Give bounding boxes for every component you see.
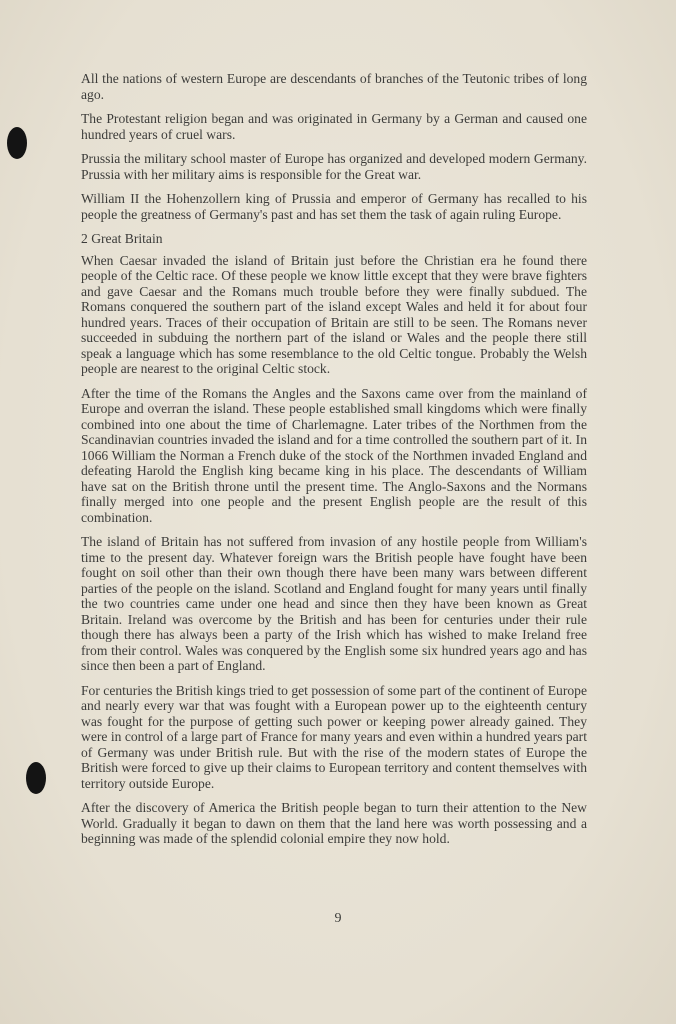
paragraph: When Caesar invaded the island of Britain just before the Christian era he found there people of the Celtic race. Of these people we know little except that they were brave fighters and gave Caesar and the Romans much trouble before they were finally subdued. The Romans conquered the southern part of the island except Wales and held it for about four hundred years. Traces of their occupation of Britain are still to be seen. The Romans never succeeded in subduing the northern part of the island or Wales and the people there still speak a language which has some resemblance to the old Celtic tongue. Probably the Welsh people are nearest to the original Celtic stock. <box>81 252 587 376</box>
paragraph: After the time of the Romans the Angles and the Saxons came over from the mainland of Europe and overran the island. These people established small kingdoms which were finally combined into one about the time of Charlemagne. Later tribes of the Northmen from the Scandinavian countries invaded the island and for a time controlled the southern part of it. In 1066 William the Norman a French duke of the stock of the Northmen invaded England and defeating Harold the English king became king in his place. The descendants of William have sat on the British throne until the present time. The Anglo-Saxons and the Normans finally merged into one people and the present English people are the result of this combination. <box>81 385 587 525</box>
binder-hole-top <box>7 127 27 159</box>
paragraph: The island of Britain has not suffered from invasion of any hostile people from William's time to the present day. Whatever foreign wars the British people have fought have been fought on soil other than their own though there have been many wars between different parties of the people on the island. Scotland and England fought for many years until finally the two countries came under one head and since then they have been known as Great Britain. Ireland was overcome by the British and has been for centuries under their rule though there has always been a party of the Irish which has wished to make Ireland free from their control. Wales was conquered by the English some six hundred years ago and has since then been a part of England. <box>81 534 587 673</box>
page-number: 9 <box>334 911 342 926</box>
page-body <box>81 71 587 856</box>
paragraph: The Protestant religion began and was originated in Germany by a German and caused one hundred years of cruel wars. <box>81 111 587 142</box>
binder-hole-bottom <box>26 762 46 794</box>
paragraph: William II the Hohenzollern king of Prussia and emperor of Germany has recalled to his people the greatness of Germany's past and has set them the task of again ruling Europe. <box>81 191 587 222</box>
section-heading: 2 Great Britain <box>81 231 163 246</box>
paragraph: After the discovery of America the British people began to turn their attention to the New World. Gradually it began to dawn on them that the land here was worth possessing and a beginning was made of the splendid colonial empire they now hold. <box>81 800 587 846</box>
paragraph: All the nations of western Europe are descendants of branches of the Teutonic tribes of long ago. <box>81 71 587 102</box>
paragraph: Prussia the military school master of Europe has organized and developed modern Germany. Prussia with her military aims is responsible for the Great war. <box>81 151 587 182</box>
paragraph: For centuries the British kings tried to get possession of some part of the continent of Europe and nearly every war that was fought with a European power up to the eighteenth century was fought for the purpose of getting such power or keeping power already gained. They were in control of a large part of France for many years and even within a hundred years part of Germany was under British rule. But with the rise of the modern states of Europe the British were forced to give up their claims to European territory and content themselves with territory outside Europe. <box>81 682 587 791</box>
